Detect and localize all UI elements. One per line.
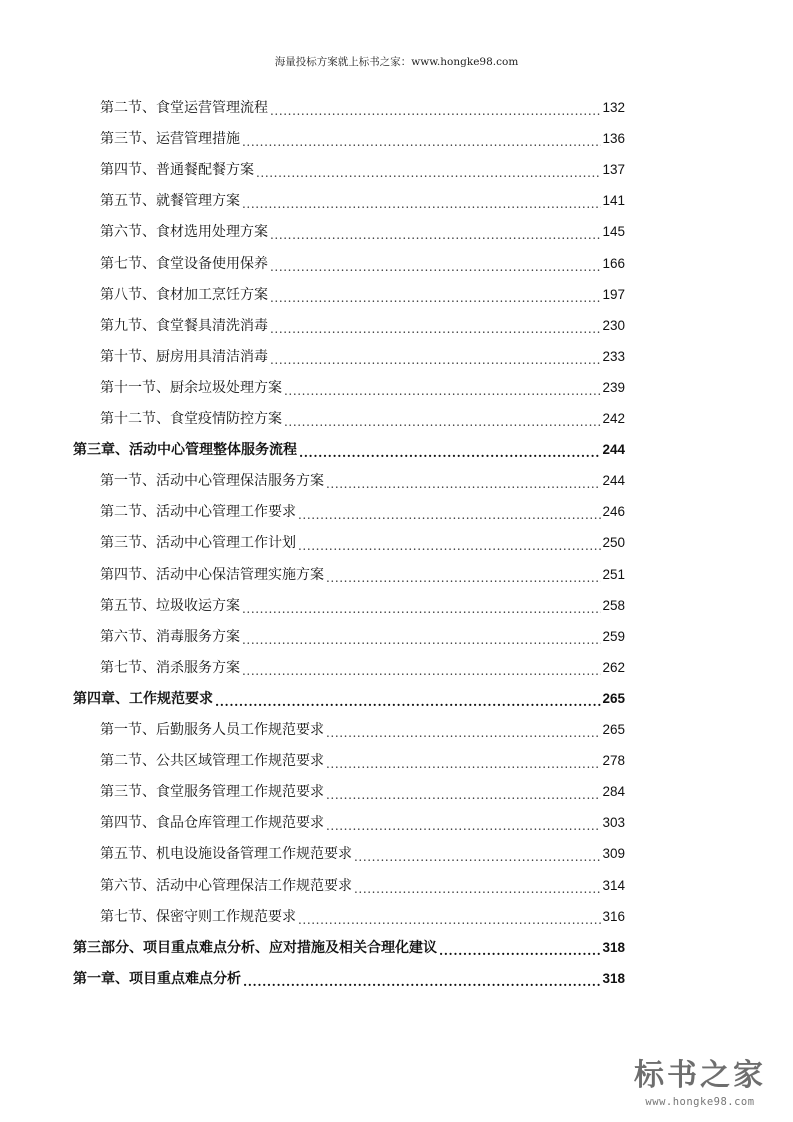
toc-entry-title: 第九节、食堂餐具清洗消毒 — [100, 317, 268, 334]
toc-page-number: 136 — [602, 131, 625, 147]
toc-entry-title: 第一节、活动中心管理保洁服务方案 — [100, 473, 324, 490]
toc-page-number: 244 — [602, 473, 625, 489]
dot-leader — [439, 938, 601, 958]
toc-section-entry[interactable] — [100, 127, 625, 149]
dot-leader — [242, 596, 601, 616]
toc-page-number: 318 — [602, 970, 625, 986]
toc-chapter-entry[interactable] — [73, 438, 625, 460]
toc-entry-title: 第三节、运营管理措施 — [100, 131, 240, 148]
toc-page-number: 309 — [602, 846, 625, 862]
toc-page-number: 278 — [602, 753, 625, 769]
toc-entry-title: 第十二节、食堂疫情防控方案 — [100, 411, 282, 427]
toc-entry-title: 第六节、消毒服务方案 — [100, 628, 240, 645]
toc-page-number: 314 — [602, 877, 625, 893]
toc-section-entry[interactable] — [100, 749, 625, 771]
logo-title: 标书之家 — [634, 1058, 766, 1093]
dot-leader — [256, 160, 601, 180]
toc-entry-title: 第七节、食堂设备使用保养 — [100, 255, 268, 272]
dot-leader — [298, 502, 601, 522]
dot-leader — [242, 129, 601, 149]
toc-chapter-entry[interactable] — [73, 687, 625, 709]
dot-leader — [354, 844, 601, 864]
dot-leader — [298, 533, 601, 553]
dot-leader — [326, 720, 601, 740]
dot-leader — [326, 751, 601, 771]
toc-entry-title: 第十一节、厨余垃圾处理方案 — [100, 379, 282, 396]
toc-section-entry[interactable] — [100, 220, 625, 242]
toc-entry-title: 第四节、普通餐配餐方案 — [100, 162, 254, 179]
toc-entry-title: 第二节、食堂运营管理流程 — [100, 100, 268, 116]
toc-section-entry[interactable] — [100, 376, 625, 398]
toc-section-entry[interactable] — [100, 594, 625, 616]
page-header: 海量投标方案就上标书之家：www.hongke98.com — [274, 56, 519, 68]
toc-entry-title: 第五节、垃圾收运方案 — [100, 597, 240, 614]
dot-leader — [354, 876, 601, 896]
toc-section-entry[interactable] — [100, 407, 625, 429]
toc-entry-title: 第六节、活动中心管理保洁工作规范要求 — [100, 877, 352, 894]
toc-entry-title: 第二节、公共区域管理工作规范要求 — [100, 753, 324, 770]
toc-page-number: 258 — [602, 597, 625, 613]
toc-section-entry[interactable] — [100, 189, 625, 211]
dot-leader — [326, 813, 601, 833]
toc-section-entry[interactable] — [100, 314, 625, 336]
toc-page-number: 316 — [602, 908, 625, 924]
toc-page-number: 141 — [602, 193, 625, 209]
toc-page-number: 242 — [602, 411, 625, 426]
toc-section-entry[interactable] — [100, 96, 625, 118]
toc-entry-title: 第四节、食品仓库管理工作规范要求 — [100, 815, 324, 832]
dot-leader — [326, 782, 601, 802]
toc-section-entry[interactable] — [100, 563, 625, 585]
toc-section-entry[interactable] — [100, 500, 625, 522]
toc-page-number: 265 — [602, 722, 625, 737]
toc-section-entry[interactable] — [100, 158, 625, 180]
toc-entry-title: 第七节、保密守则工作规范要求 — [100, 908, 296, 925]
dot-leader — [270, 98, 601, 118]
watermark-logo — [625, 1058, 775, 1108]
toc-page-number: 259 — [602, 628, 625, 644]
toc-entry-title: 第三章、活动中心管理整体服务流程 — [73, 442, 297, 459]
toc-entry-title: 第四节、活动中心保洁管理实施方案 — [100, 566, 324, 583]
toc-section-entry[interactable] — [100, 874, 625, 896]
toc-section-entry[interactable] — [100, 283, 625, 305]
toc-section-entry[interactable] — [100, 718, 625, 740]
dot-leader — [326, 471, 601, 491]
toc-page-number: 197 — [602, 286, 625, 302]
dot-leader — [242, 191, 601, 211]
dot-leader — [242, 658, 601, 678]
dot-leader — [270, 285, 601, 305]
toc-page-number: 230 — [602, 317, 625, 333]
toc-page-number: 303 — [602, 815, 625, 831]
toc-page-number: 137 — [602, 162, 625, 178]
toc-page-number: 284 — [602, 784, 625, 800]
toc-entry-title: 第五节、机电设施设备管理工作规范要求 — [100, 846, 352, 863]
toc-page-number: 132 — [602, 100, 625, 115]
toc-page-number: 244 — [602, 442, 625, 458]
toc-page-number: 239 — [602, 379, 625, 395]
dot-leader — [299, 440, 601, 460]
toc-entry-title: 第三节、活动中心管理工作计划 — [100, 535, 296, 552]
toc-section-entry[interactable] — [100, 625, 625, 647]
toc-section-entry[interactable] — [100, 842, 625, 864]
toc-entry-title: 第八节、食材加工烹饪方案 — [100, 286, 268, 303]
toc-entry-title: 第七节、消杀服务方案 — [100, 659, 240, 676]
dot-leader — [270, 316, 601, 336]
toc-page-number: 251 — [602, 566, 625, 582]
toc-entry-title: 第一章、项目重点难点分析 — [73, 970, 241, 987]
dot-leader — [284, 409, 601, 429]
dot-leader — [270, 347, 601, 367]
toc-page-number: 318 — [602, 939, 625, 955]
toc-page-number: 145 — [602, 224, 625, 240]
logo-url: www.hongke98.com — [645, 1096, 755, 1108]
toc-entry-title: 第三部分、项目重点难点分析、应对措施及相关合理化建议 — [73, 939, 437, 956]
toc-section-entry[interactable] — [100, 531, 625, 553]
toc-page-number: 233 — [602, 348, 625, 364]
toc-page-number: 250 — [602, 535, 625, 551]
dot-leader — [270, 254, 601, 274]
dot-leader — [284, 378, 601, 398]
toc-section-entry[interactable] — [100, 811, 625, 833]
toc-page-number: 262 — [602, 659, 625, 675]
dot-leader — [243, 969, 601, 989]
dot-leader — [270, 222, 601, 242]
toc-section-entry[interactable] — [100, 345, 625, 367]
toc-entry-title: 第二节、活动中心管理工作要求 — [100, 504, 296, 521]
toc-section-entry[interactable] — [100, 656, 625, 678]
dot-leader — [298, 907, 601, 927]
toc-page-number: 166 — [602, 255, 625, 271]
toc-entry-title: 第十节、厨房用具清洁消毒 — [100, 348, 268, 365]
toc-chapter-entry[interactable] — [73, 936, 625, 958]
toc-entry-title: 第三节、食堂服务管理工作规范要求 — [100, 784, 324, 801]
dot-leader — [242, 627, 601, 647]
toc-section-entry[interactable] — [100, 905, 625, 927]
dot-leader — [215, 689, 601, 709]
toc-entry-title: 第五节、就餐管理方案 — [100, 193, 240, 210]
toc-section-entry[interactable] — [100, 469, 625, 491]
toc-section-entry[interactable] — [100, 252, 625, 274]
toc-entry-title: 第一节、后勤服务人员工作规范要求 — [100, 722, 324, 738]
toc-section-entry[interactable] — [100, 780, 625, 802]
toc-entry-title: 第四章、工作规范要求 — [73, 690, 213, 707]
toc-page-number: 265 — [602, 690, 625, 706]
toc-page-number: 246 — [602, 504, 625, 520]
toc-entry-title: 第六节、食材选用处理方案 — [100, 224, 268, 241]
dot-leader — [326, 565, 601, 585]
toc-chapter-entry[interactable] — [73, 967, 625, 989]
